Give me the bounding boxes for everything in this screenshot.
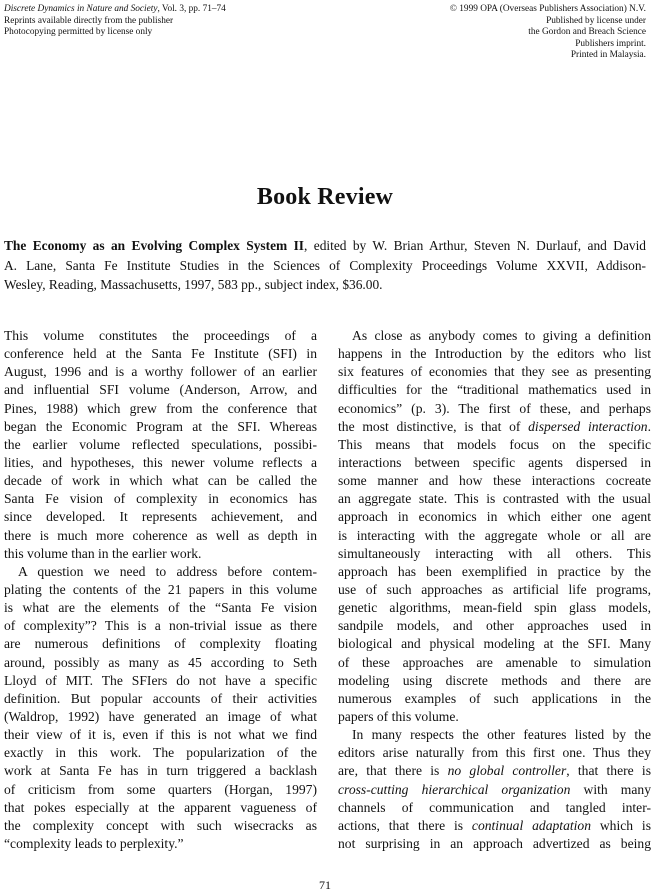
text-line: simultaneously interacting with all others. This: [338, 545, 651, 561]
citation-editors: , edited by W. Brian Arthur, Steven N. Durlauf, and David: [304, 238, 646, 253]
photocopy-notice: Photocopying permitted by license only: [4, 27, 153, 37]
emphasis-dispersed-interaction: dispersed interaction: [528, 418, 648, 434]
text-line: interactions between specific agents dispersed in: [338, 454, 651, 470]
text-line: not surprising in an approach advertized as being: [338, 835, 651, 851]
text-line: exactly in this work. The popularization of the: [4, 745, 317, 761]
book-citation: [4, 236, 646, 295]
text-line: work at Santa Fe has in turn triggered a backlash: [4, 763, 317, 779]
left-column: [4, 327, 317, 853]
text-line: This volume constitutes the proceedings of a: [4, 328, 317, 343]
text-line: editors arise naturally from this first one. Thus they: [338, 745, 651, 761]
text-line: Santa Fe vision of complexity in economics has: [4, 491, 317, 507]
publisher-line: the Gordon and Breach Science: [528, 27, 646, 37]
text-line: use of such approaches as artificial life programs,: [338, 581, 651, 597]
imprint-line: Publishers imprint.: [575, 38, 646, 49]
text-line: decade of work in which what can be called the: [4, 473, 317, 489]
text-line: (Waldrop, 1992) have generated an image of what: [4, 708, 317, 724]
text-line: since developed. It represents achievement, and: [4, 509, 317, 525]
copyright-line: © 1999 OPA (Overseas Publishers Association) N.V.: [449, 4, 646, 14]
text-line: of complexity”? This is a non-trivial issue as there: [4, 618, 317, 634]
book-title: The Economy as an Evolving Complex System II: [4, 238, 304, 253]
text-line: plating the contents of the 21 papers in this volume: [4, 581, 317, 597]
text-line: there is much more coherence as well as depth in: [4, 527, 317, 543]
running-header-left: [4, 4, 334, 39]
text-run: actions, that there is: [338, 817, 472, 833]
text-line: lities, and hypotheses, this newer volume reflects a: [4, 454, 317, 470]
text-line: [338, 781, 651, 799]
text-line: sandpile models, and other approaches used in: [338, 618, 651, 634]
text-line: “complexity leads to perplexity.”: [4, 835, 184, 851]
text-line: [338, 817, 651, 835]
text-line: genetic algorithms, mean-field spin glass models,: [338, 600, 651, 616]
right-column: [338, 327, 651, 853]
page-number: 71: [319, 878, 331, 892]
text-line: is what are the elements of the “Santa Fe vision: [4, 600, 317, 616]
text-line: is interacting with the aggregate whole or all are: [338, 527, 651, 543]
text-line: definition. But popular accounts of their activities: [4, 690, 317, 706]
text-run: , that there is: [566, 763, 651, 779]
text-line: an aggregate state. This is contrasted with the usual: [338, 491, 651, 507]
license-line: Published by license under: [546, 15, 646, 26]
text-line: of these approaches are amenable to simulation: [338, 654, 651, 670]
text-line: Pines, 1988) which grew from the conference that: [4, 400, 317, 416]
text-line: some manner and how these interactions cocreate: [338, 473, 651, 489]
text-line: began the Economic Program at the SFI. Whereas: [4, 418, 317, 434]
text-line: six features of economies that they see as presenting: [338, 364, 651, 380]
citation-line: A. Lane, Santa Fe Institute Studies in the Sciences of Complexity Proceedings Volume XXVII, Addison-: [4, 257, 646, 273]
text-line: of criticism from some quarters (Horgan, 1997): [4, 781, 317, 797]
journal-volume: , Vol. 3, pp. 71–74: [157, 4, 226, 14]
text-line: As close as anybody comes to giving a definition: [352, 328, 651, 343]
text-line: approach has been exemplified in practice by the: [338, 563, 651, 579]
text-line: August, 1996 and is a worthy follower of an earlier: [4, 364, 317, 380]
text-line: A question we need to address before contem-: [18, 563, 317, 579]
text-line: approach in economics in which either one agent: [338, 509, 651, 525]
text-run: the most distinctive, is that of: [338, 418, 529, 434]
page-title: Book Review: [256, 184, 394, 210]
text-line: the complexity concept with such wisecracks as: [4, 817, 317, 833]
text-line: and influential SFI volume (Anderson, Arrow, and: [4, 382, 317, 398]
text-line: In many respects the other features listed by the: [352, 727, 651, 743]
text-line: channels of communication and tangled inter-: [338, 799, 651, 815]
text-line: difficulties for the “traditional mathematics used in: [338, 382, 651, 398]
citation-line: Wesley, Reading, Massachusetts, 1997, 583 pp., subject index, $36.00.: [4, 277, 383, 292]
printed-line: Printed in Malaysia.: [570, 50, 646, 60]
journal-citation: [4, 4, 334, 16]
emphasis-no-global-controller: no global controller: [447, 763, 567, 779]
journal-name: Discrete Dynamics in Nature and Society: [4, 4, 158, 14]
text-line: biological and physical modeling at the SFI. Many: [338, 636, 651, 652]
text-line: are numerous definitions of complexity floating: [4, 636, 317, 652]
text-line: [338, 418, 651, 436]
reprints-notice: Reprints available directly from the publisher: [4, 15, 174, 26]
text-line: [338, 762, 651, 780]
text-line: papers of this volume.: [338, 708, 459, 724]
text-run: which is: [591, 817, 651, 833]
text-line: economics” (p. 3). The first of these, and perhaps: [338, 400, 651, 416]
text-run: .: [647, 418, 651, 434]
emphasis-cross-cutting-hierarchical-organization: cross-cutting hierarchical organization: [338, 781, 571, 797]
text-run: are, that there is: [338, 763, 448, 779]
text-line: their view of it is, even if this is not what we find: [4, 727, 317, 743]
emphasis-continual-adaptation: continual adaptation: [471, 817, 592, 833]
text-line: around, possibly as many as 45 according to Seth: [4, 654, 317, 670]
text-line: modeling using discrete methods and there are: [338, 672, 651, 688]
text-line: This means that models focus on the specific: [338, 436, 651, 452]
text-line: numerous examples of such applications in the: [338, 690, 651, 706]
citation-line: [4, 236, 646, 256]
text-line: Lloyd of MIT. The SFIers do not have a specific: [4, 672, 317, 688]
running-header-right: [346, 4, 646, 62]
text-line: that pokes especially at the apparent vagueness of: [4, 799, 317, 815]
text-line: happens in the Introduction by the editors who list: [338, 346, 651, 362]
text-line: the earlier volume reflected speculations, possibi-: [4, 436, 317, 452]
text-line: this volume than in the earlier work.: [4, 545, 202, 561]
text-run: with many: [570, 781, 651, 797]
text-line: conference held at the Santa Fe Institute (SFI) in: [4, 346, 317, 362]
